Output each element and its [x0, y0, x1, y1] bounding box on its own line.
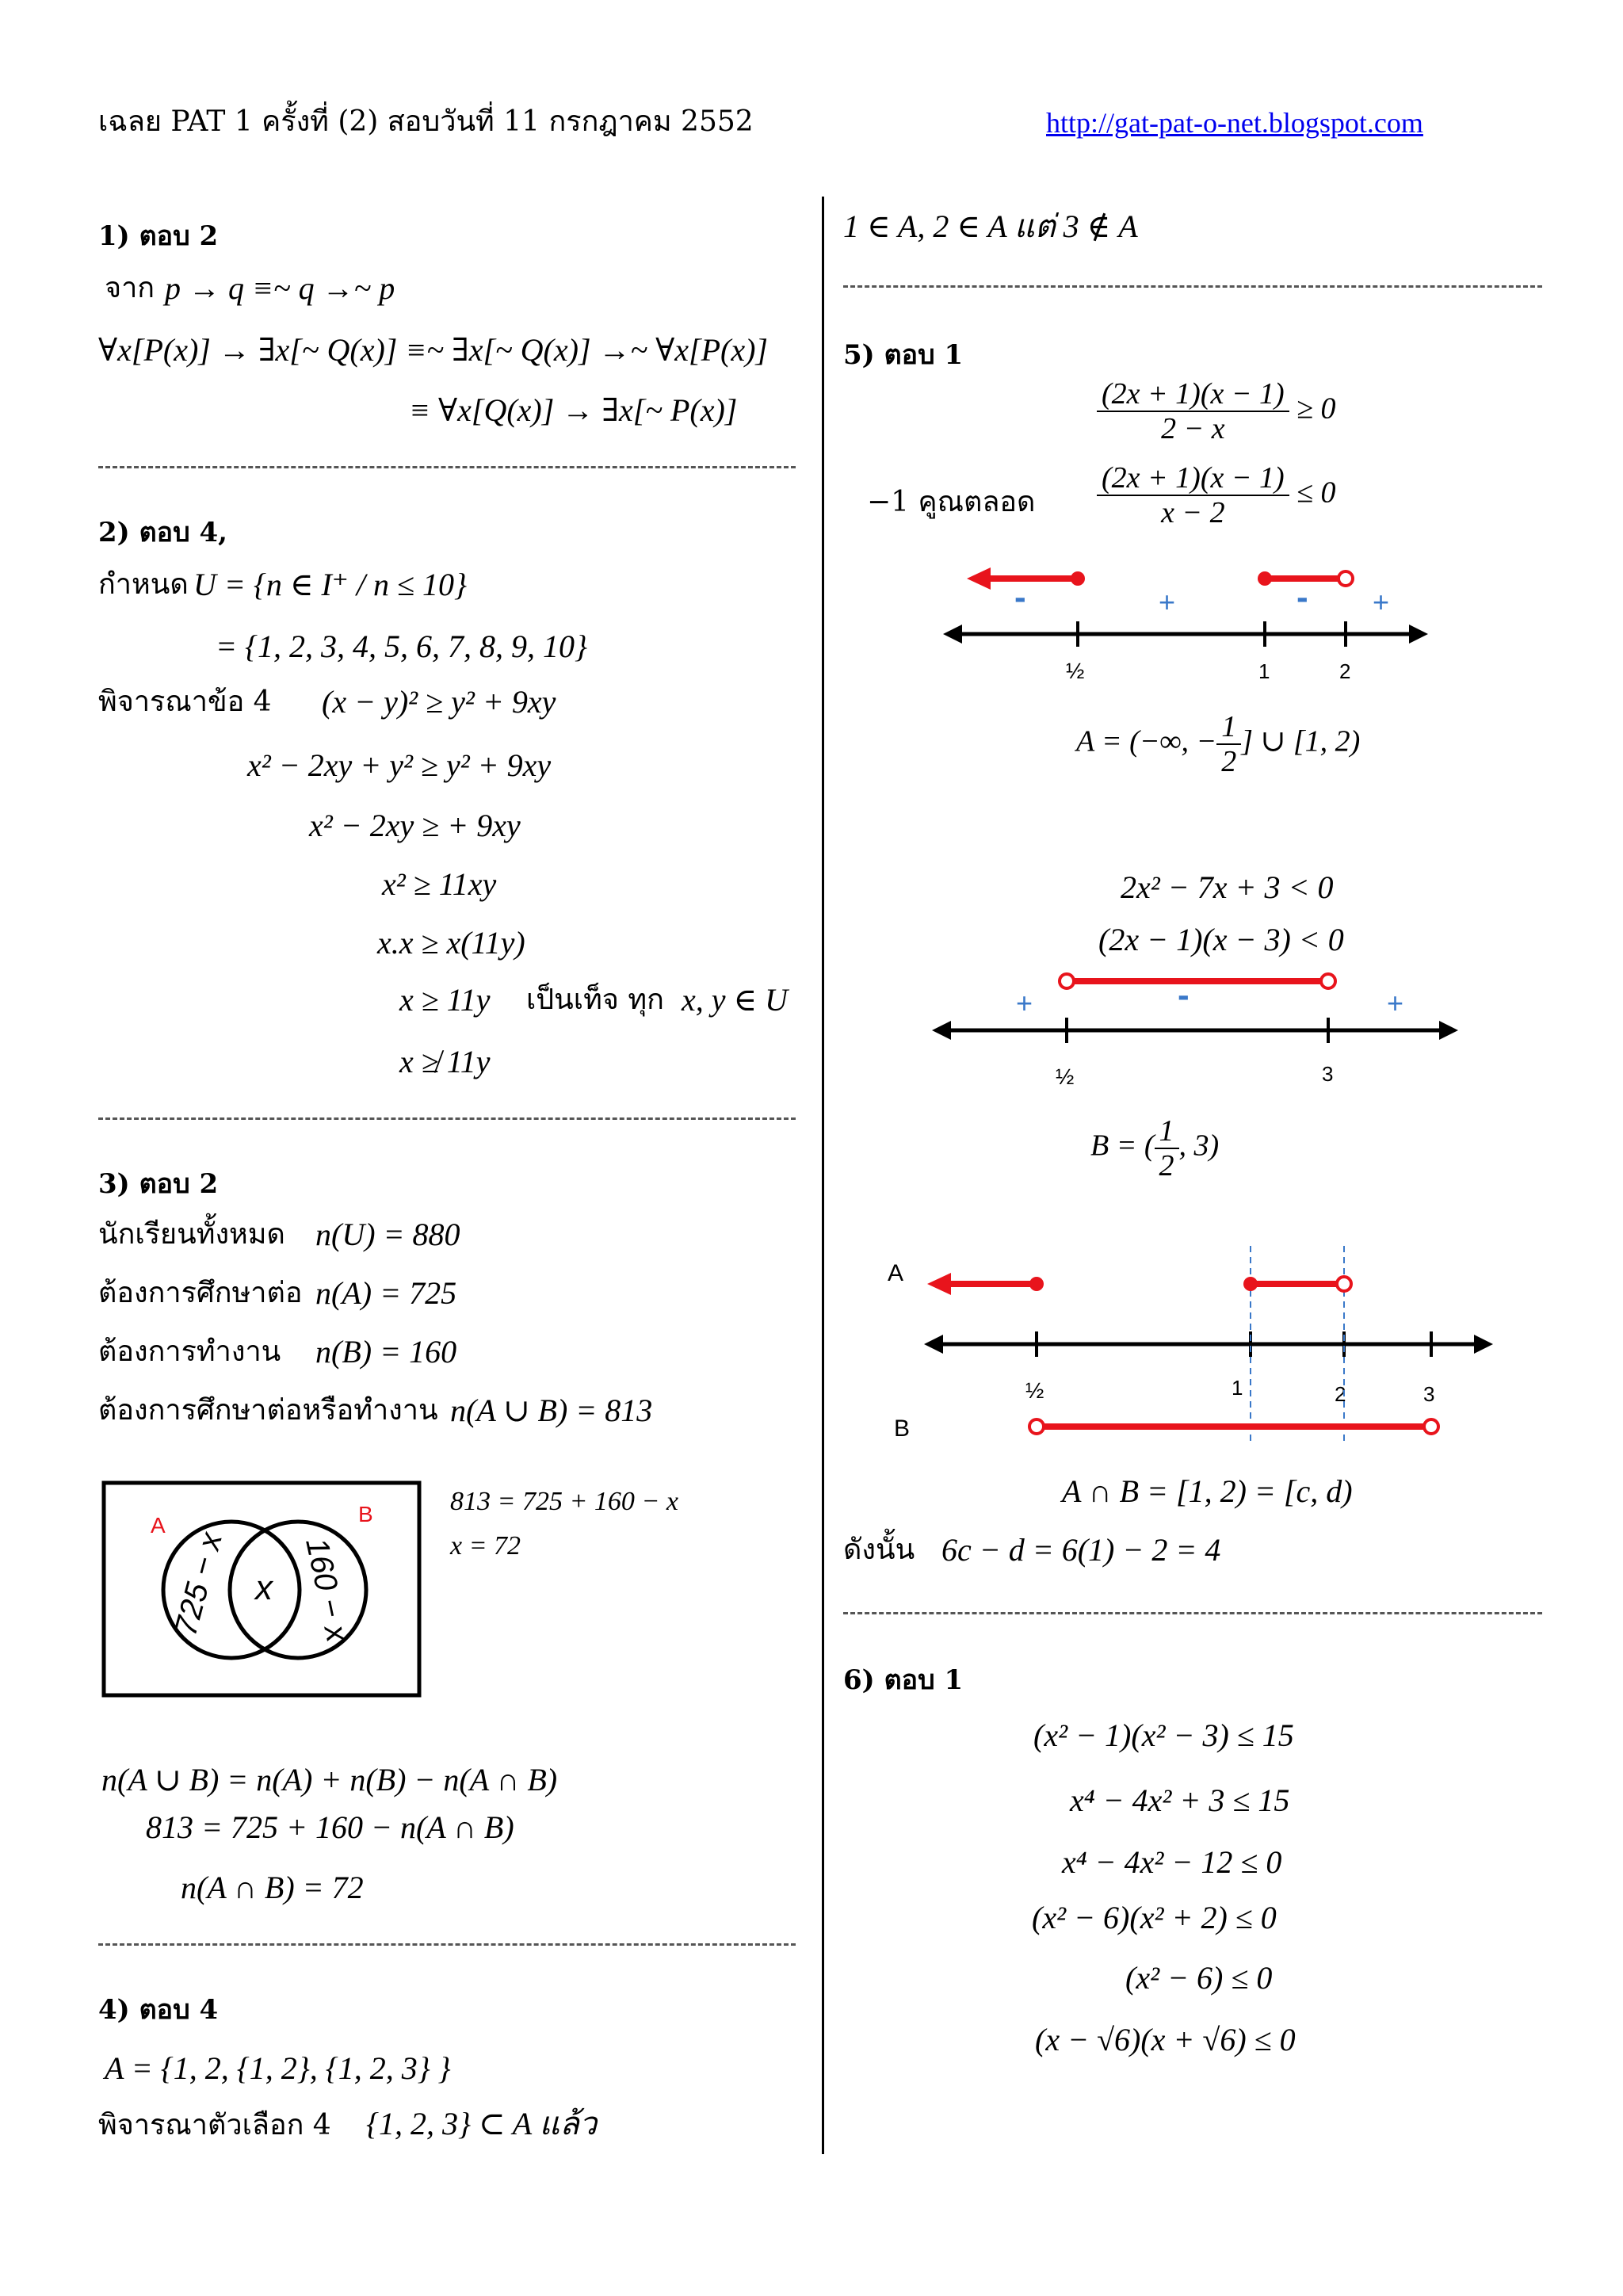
separator	[98, 466, 796, 468]
q1-from-label: จาก	[105, 272, 155, 304]
q3-side-equation: 813 = 725 + 160 − x	[450, 1487, 678, 1516]
expr-right: , 3)	[1178, 1129, 1220, 1163]
closed-endpoint	[1029, 1277, 1044, 1291]
q5-therefore-label: ดังนั้น	[843, 1534, 915, 1566]
fraction-numerator: (2x + 1)(x − 1)	[1097, 463, 1289, 496]
q2-false-text: เป็นเท็จ ทุก	[526, 984, 664, 1016]
number-line-set-a	[943, 555, 1434, 697]
fraction-denominator: x − 2	[1161, 496, 1225, 529]
q6-step: x⁴ − 4x² + 3 ≤ 15	[1070, 1782, 1290, 1818]
separator	[98, 1943, 796, 1946]
q3-value: n(A) = 725	[315, 1275, 457, 1311]
sign-label: +	[1159, 586, 1176, 618]
closed-endpoint	[1258, 571, 1272, 586]
relation: ≤ 0	[1296, 476, 1336, 510]
q3-label: นักเรียนทั้งหมด	[98, 1218, 285, 1251]
sign-label: +	[1373, 586, 1390, 618]
venn-label-a: A	[151, 1513, 166, 1538]
q5-inequality-2	[1097, 463, 1336, 528]
q5-set-a-result	[1076, 712, 1360, 777]
q2-define-label: กำหนด	[98, 568, 189, 601]
q1-quantifier-line: ∀x[P(x)] → ∃x[~ Q(x)] ≡~ ∃x[~ Q(x)] →~ ∀x[P(x)]	[98, 332, 768, 368]
q3-value: n(A ∪ B) = 813	[450, 1392, 653, 1428]
venn-diagram	[100, 1479, 425, 1701]
q5-quadratic: 2x² − 7x + 3 < 0	[1121, 869, 1334, 905]
q4-subset: {1, 2, 3} ⊂ A แล้ว	[366, 2106, 598, 2141]
q3-value: n(U) = 880	[315, 1217, 460, 1252]
q2-universe-definition: U = {n ∈ I⁺ / n ≤ 10}	[193, 567, 467, 602]
q4-set-definition: A = {1, 2, {1, 2}, {1, 2, 3} }	[105, 2050, 451, 2086]
open-endpoint	[1029, 1419, 1044, 1434]
sign-label: +	[1016, 987, 1033, 1019]
tick-label: ½	[1025, 1378, 1044, 1403]
header-url-link[interactable]: http://gat-pat-o-net.blogspot.com	[1046, 107, 1423, 139]
q3-heading: 3) ตอบ 2	[98, 1168, 219, 1200]
q3-side-result: x = 72	[450, 1531, 521, 1561]
fraction-numerator: 1	[1216, 712, 1241, 745]
q5-heading: 5) ตอบ 1	[843, 339, 964, 371]
closed-endpoint	[1243, 1277, 1258, 1291]
q3-calculation: 813 = 725 + 160 − n(A ∩ B)	[146, 1809, 514, 1845]
expr-left: A = (−∞, −	[1076, 724, 1217, 758]
q2-step: x² − 2xy ≥ + 9xy	[309, 808, 521, 843]
relation: ≥ 0	[1296, 392, 1336, 426]
q6-step: (x² − 1)(x² − 3) ≤ 15	[1033, 1717, 1294, 1753]
fraction-numerator: 1	[1155, 1116, 1179, 1149]
expr-right: ] ∪ [1, 2)	[1241, 724, 1361, 758]
q5-set-b-result	[1090, 1116, 1219, 1181]
tick-label: 2	[1339, 659, 1351, 683]
separator	[843, 285, 1542, 288]
q2-consider-label: พิจารณาข้อ 4	[98, 686, 272, 718]
q2-step: (x − y)² ≥ y² + 9xy	[322, 684, 556, 720]
q2-final: x ≱ 11y	[399, 1044, 491, 1079]
venn-region-intersection: x	[255, 1568, 273, 1607]
column-divider	[822, 197, 824, 2154]
q5-intersection: A ∩ B = [1, 2) = [c, d)	[1062, 1473, 1353, 1509]
open-endpoint	[1060, 974, 1074, 988]
number-line-set-b	[932, 965, 1463, 1100]
open-endpoint	[1424, 1419, 1438, 1434]
q6-heading: 6) ตอบ 1	[843, 1664, 964, 1696]
q6-step: (x² − 6) ≤ 0	[1125, 1960, 1273, 1996]
q4-consider-label: พิจารณาตัวเลือก 4	[98, 2109, 331, 2141]
q2-heading: 2) ตอบ 4,	[98, 517, 227, 548]
q3-result: n(A ∩ B) = 72	[181, 1870, 364, 1905]
separator	[843, 1612, 1542, 1614]
sign-label: +	[1387, 987, 1404, 1019]
sign-label: -	[1178, 976, 1190, 1014]
q4-continuation: 1 ∈ A, 2 ∈ A แต่ 3 ∉ A	[843, 208, 1138, 244]
expr-left: B = (	[1090, 1129, 1155, 1163]
q1-quantifier-result: ≡ ∀x[Q(x)] → ∃x[~ P(x)]	[409, 392, 738, 428]
q1-heading: 1) ตอบ 2	[98, 220, 219, 252]
q2-false-expr: x ≥ 11y	[399, 982, 491, 1018]
q6-step: (x² − 6)(x² + 2) ≤ 0	[1032, 1900, 1277, 1935]
q2-universe-list: = {1, 2, 3, 4, 5, 6, 7, 8, 9, 10}	[216, 628, 587, 664]
open-endpoint	[1321, 974, 1335, 988]
tick-label: 2	[1335, 1382, 1346, 1406]
q2-step: x² − 2xy + y² ≥ y² + 9xy	[247, 747, 552, 783]
tick-label: 3	[1322, 1062, 1334, 1086]
separator	[98, 1117, 796, 1120]
q2-step: x² ≥ 11xy	[382, 866, 497, 902]
fraction-denominator: 2	[1159, 1149, 1174, 1182]
set-b-label: B	[894, 1415, 911, 1442]
venn-label-b: B	[358, 1502, 373, 1526]
q5-factored: (2x − 1)(x − 3) < 0	[1098, 922, 1344, 957]
tick-label: ½	[1056, 1064, 1075, 1089]
open-endpoint	[1337, 1277, 1351, 1291]
sign-label: -	[1014, 578, 1026, 617]
fraction-denominator: 2 − x	[1161, 412, 1225, 445]
closed-endpoint	[1071, 571, 1085, 586]
q4-heading: 4) ตอบ 4	[98, 1994, 219, 2026]
number-line-intersection	[880, 1236, 1498, 1442]
q3-label: ต้องการศึกษาต่อ	[98, 1277, 303, 1309]
fraction-denominator: 2	[1221, 745, 1237, 778]
q6-step: (x − √6)(x + √6) ≤ 0	[1035, 2022, 1296, 2057]
tick-label: ½	[1066, 659, 1085, 683]
set-a-label: A	[888, 1260, 904, 1286]
q3-label: ต้องการทำงาน	[98, 1335, 281, 1368]
q3-formula: n(A ∪ B) = n(A) + n(B) − n(A ∩ B)	[101, 1762, 558, 1797]
sign-label: -	[1296, 578, 1308, 617]
venn-region-b-only: 160 − x	[299, 1534, 355, 1645]
tick-label: 1	[1258, 659, 1270, 683]
tick-label: 1	[1232, 1376, 1243, 1400]
venn-region-a-only: 725 − x	[168, 1529, 229, 1640]
q3-label: ต้องการศึกษาต่อหรือทำงาน	[98, 1394, 438, 1427]
tick-label: 3	[1423, 1382, 1435, 1406]
q5-inequality-1	[1097, 379, 1336, 444]
q5-multiply-label: −1 คูณตลอด	[867, 486, 1036, 518]
q6-step: x⁴ − 4x² − 12 ≤ 0	[1062, 1844, 1282, 1880]
open-endpoint	[1338, 571, 1353, 586]
fraction-numerator: (2x + 1)(x − 1)	[1097, 379, 1289, 412]
q3-value: n(B) = 160	[315, 1334, 457, 1370]
q5-therefore-expression: 6c − d = 6(1) − 2 = 4	[941, 1532, 1221, 1568]
q2-step: x.x ≥ x(11y)	[377, 925, 525, 961]
q2-false-vars: x, y ∈ U	[682, 982, 789, 1018]
page-header-title: เฉลย PAT 1 ครั้งที่ (2) สอบวันที่ 11 กรกฎาคม 2552	[98, 105, 754, 138]
q1-equivalence: p → q ≡~ q →~ p	[165, 270, 395, 306]
